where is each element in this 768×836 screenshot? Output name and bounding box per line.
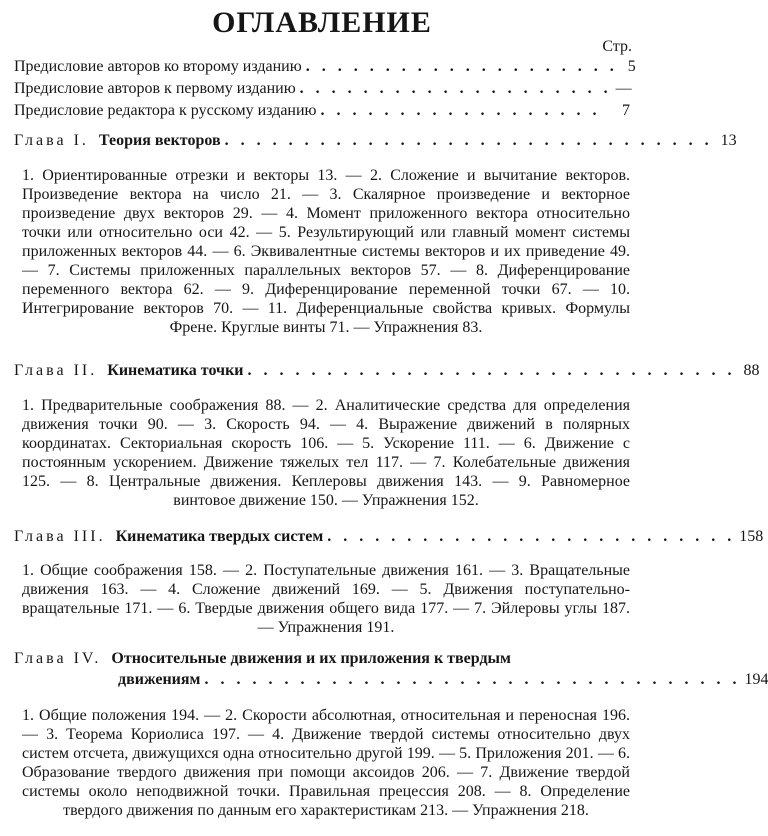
chapter-summary-3: 1. Общие соображения 158. — 2. Поступательные движения 161. — 3. Вращательные движения 163. — 4. Сложение движений 169. — 5. Движения поступательно-вращательные 171. — 6. Твердые движения общего вида 177. — 7. Эйлеровы углы 187. — Упражнения 191.	[22, 562, 630, 636]
chapter-summary-2: 1. Предварительные соображения 88. — 2. Аналитические средства для определения движения точки 90. — 3. Скорость 94. — 4. Выражение движений в полярных координатах. Секториальная скорость 106. — 5. Ускорение 111. — 6. Движение с постоянным ускорением. Движение тяжелых тел 117. — 7. Колебательные движения 125. — 8. Центральные движения. Кеплеровы движения 143. — 9. Равномерное винтовое движение 150. — Упражнения 152.	[22, 397, 630, 509]
chapter-page: 13	[720, 132, 737, 149]
chapter-title: Кинематика твердых систем	[115, 528, 324, 545]
toc-entry-preface-editor	[14, 102, 630, 122]
toc-entry-preface-2nd	[14, 58, 636, 78]
chapter-heading-1	[14, 132, 737, 150]
page-column-label: Стр.	[602, 38, 632, 55]
chapter-title-continuation: движениям	[118, 671, 201, 688]
chapter-heading-4	[14, 650, 768, 689]
page-title: ОГЛАВЛЕНИЕ	[212, 6, 432, 39]
chapter-heading-3	[14, 528, 764, 546]
chapter-number: Глава IV.	[14, 650, 102, 667]
entry-label: Предисловие авторов к первому изданию	[14, 80, 296, 97]
entry-page: 7	[622, 102, 630, 119]
chapter-number: Глава II.	[14, 362, 98, 379]
chapter-page: 194	[744, 671, 768, 688]
entry-label: Предисловие редактора к русскому изданию	[14, 102, 317, 119]
chapter-number: Глава III.	[14, 528, 106, 545]
entry-page: 5	[627, 58, 636, 75]
leader-dots: . . . . . . . . . . . . . . . . . . . .	[299, 80, 612, 97]
leader-dots: . . . . . . . . . . . . . . . . . . . . . . . . . .	[327, 528, 736, 545]
leader-dots: . . . . . . . . . . . . . . . . . . . .	[305, 58, 618, 75]
chapter-heading-2	[14, 362, 760, 380]
chapter-number: Глава I.	[14, 132, 89, 149]
entry-page: —	[615, 80, 632, 97]
leader-dots: . . . . . . . . . . . . . . . . . . . . . . . . . . . . . . .	[247, 362, 736, 379]
toc-entry-preface-1st	[14, 80, 630, 100]
chapter-title: Кинематика точки	[107, 362, 244, 379]
entry-label: Предисловие авторов ко второму изданию	[14, 58, 302, 75]
leader-dots: . . . . . . . . . . . . . . . . . . . . . . . . . . . . . . . . . .	[204, 671, 741, 688]
chapter-page: 158	[739, 528, 764, 545]
chapter-title: Относительные движения и их приложения к твердым	[111, 650, 511, 667]
leader-dots: . . . . . . . . . . . . . . . . . .	[320, 102, 601, 119]
chapter-page: 88	[743, 362, 760, 379]
chapter-summary-1: 1. Ориентированные отрезки и векторы 13. — 2. Сложение и вычитание векторов. Произведение вектора на число 21. — 3. Скалярное произведение и векторное произведение двух векторов 29. — 4. Момент приложенного вектора относительно точки или относительно оси 42. — 5. Результирующий или главный момент системы приложенных векторов 44. — 6. Эквивалентные системы векторов и их приведение 49. — 7. Системы приложенных параллельных векторов 57. — 8. Диференцирование переменного вектора 62. — 9. Диференцирование переменной точки 67. — 10. Интегрирование векторов 70. — 11. Диференциальные свойства кривых. Формулы Френе. Круглые винты 71. — Упражнения 83.	[22, 167, 630, 336]
chapter-title: Теория векторов	[98, 132, 221, 149]
chapter-summary-4: 1. Общие положения 194. — 2. Скорости абсолютная, относительная и переносная 196. — 3. Теорема Кориолиса 197. — 4. Движение твердой системы относительно двух систем отсчета, движущихся одна относительно другой 199. — 5. Приложения 201. — 6. Образование твердого движения при помощи аксоидов 206. — 7. Движение твердой системы около неподвижной точки. Правильная прецессия 208. — 8. Определение твердого движения по данным его характеристикам 213. — Упражнения 218.	[22, 707, 630, 819]
leader-dots: . . . . . . . . . . . . . . . . . . . . . . . . . . . . . . .	[224, 132, 713, 149]
